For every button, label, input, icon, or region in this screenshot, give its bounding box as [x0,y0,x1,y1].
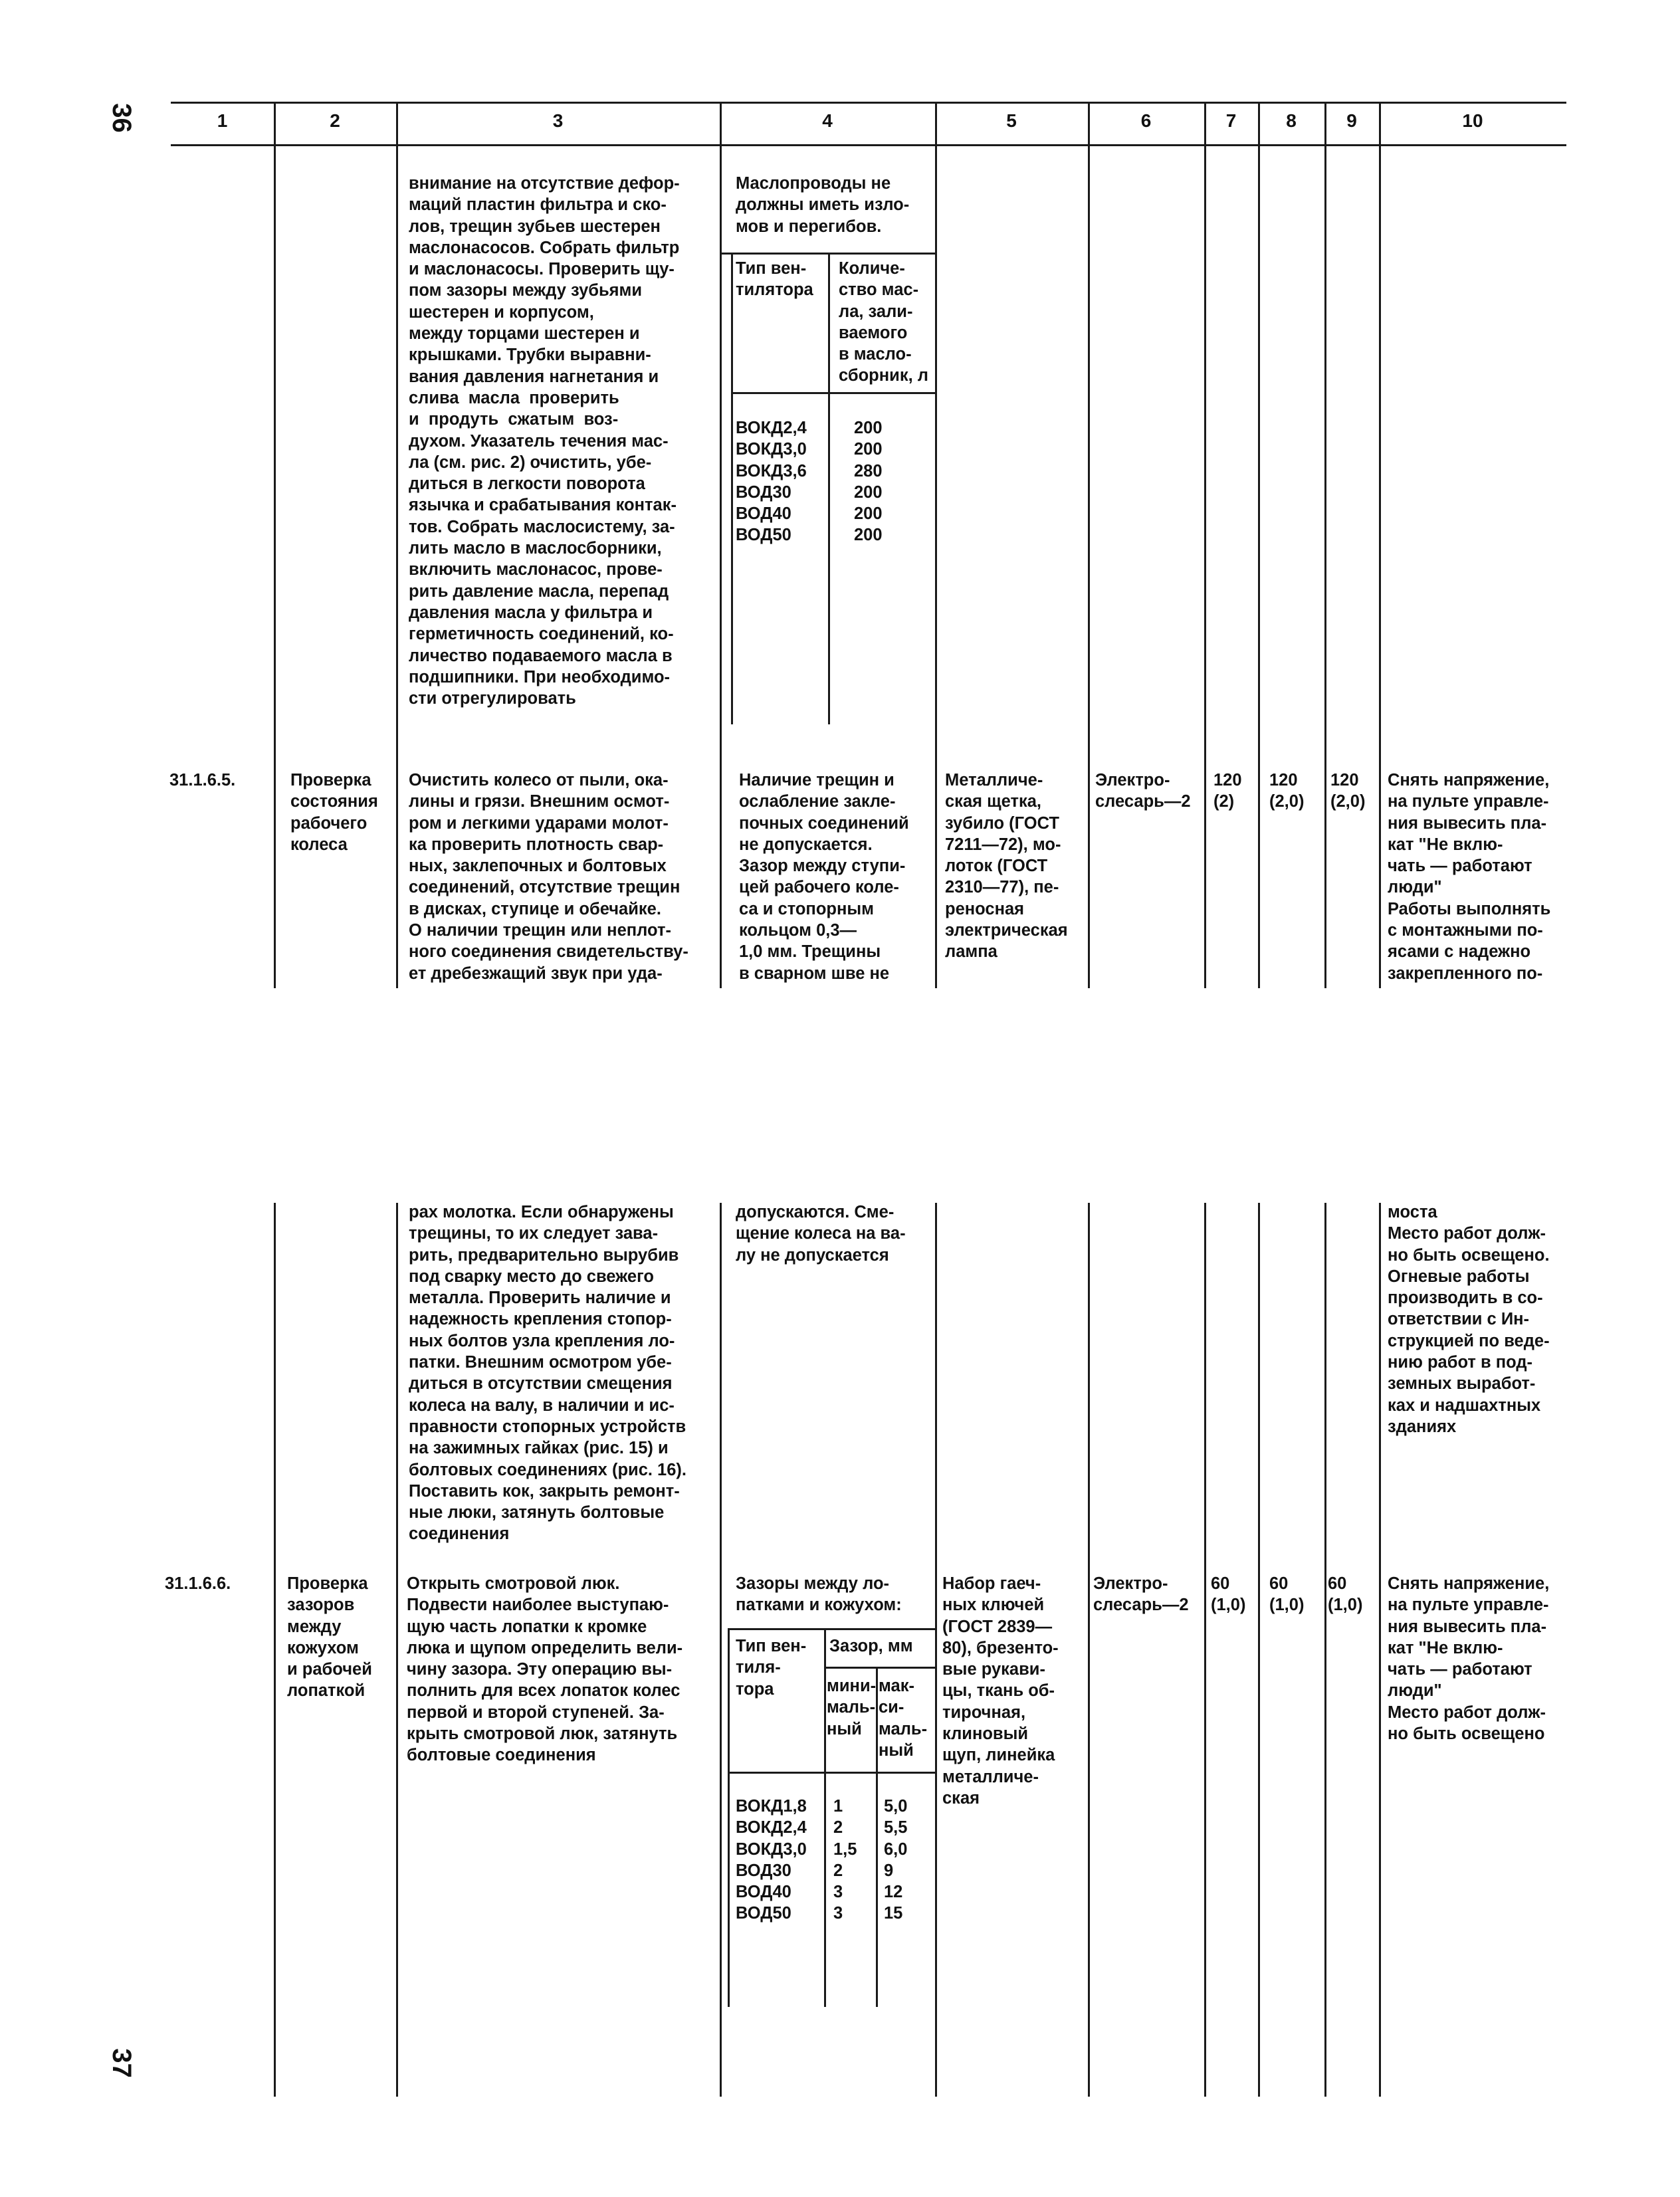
header-col-3: 3 [552,110,564,131]
header-col-6: 6 [1140,110,1152,131]
row-number: 31.1.6.5. [169,771,236,789]
norm-col-8: 120 (2,0) [1269,771,1305,811]
norm-col-8: 60 (1,0) [1269,1574,1305,1615]
header-col-10: 10 [1462,110,1483,131]
oil-table-header-type: Тип вен- тилятора [736,259,813,300]
procedure-text: Открыть смотровой люк. Подвести наиболее выступаю- щую часть лопатки к кромке люка и щупом определить вели- чину зазора. Эту операцию вы- полнить для всех лопаток колес первой и второй ступеней. За- крыть смотровой люк, затянуть болтовые соединения [407,1574,683,1765]
operation-name: Проверка зазоров между кожухом и рабочей лопаткой [287,1574,372,1701]
norm-col-9: 120 (2,0) [1330,771,1366,811]
oil-table-header-qty: Количе- ство мас- ла, зали- ваемого в масло- сборник, л [839,259,928,385]
header-col-8: 8 [1286,110,1297,131]
gap-table-header-min: мини- маль- ный [827,1677,877,1738]
safety-text-continued: моста Место работ долж- но быть освещено. Огневые работы производить в со- ответствии с Ин- струкцией по веде- нию работ в под- земных выработ- ках и надшахтных зданиях [1388,1203,1550,1436]
gap-table-header-gap: Зазор, мм [829,1637,913,1655]
header-col-7: 7 [1225,110,1237,131]
header-col-5: 5 [1006,110,1017,131]
gap-table-min-values: 1 2 1,5 2 3 3 [833,1797,857,1923]
tools-text: Металличе- ская щетка, зубило (ГОСТ 7211—72), мо- лоток (ГОСТ 2310—77), пе- реносная электрическая лампа [945,771,1068,962]
norm-col-7: 60 (1,0) [1211,1574,1246,1615]
gap-table-types: ВОКД1,8 ВОКД2,4 ВОКД3,0 ВОД30 ВОД40 ВОД50 [736,1797,807,1923]
continuation-procedure-text: внимание на отсутствие дефор- маций пластин фильтра и ско- лов, трещин зубьев шестерен маслонасосов. Собрать фильтр и маслонасосы. Проверить щу- пом зазоры между зубьями шестерен и корпусом, между торцами шестерен и крышками. Трубки выравни- вания давления нагнетания и слива масла проверить и продуть сжатым воз- духом. Указатель течения мас- ла (см. рис. 2) очистить, убе- диться в легкости поворота язычка и срабатывания контак- тов. Собрать маслосистему, за- лить масло в маслосборники, включить маслонасос, прове- рить давление масла, перепад давления масла у фильтра и герметичность соединений, ко- личество подаваемого масла в подшипники. При необходимо- сти отрегулировать [409,174,680,708]
requirements-text: Зазоры между ло- патками и кожухом: [736,1574,902,1615]
procedure-text: Очистить колесо от пыли, ока- лины и грязи. Внешним осмот- ром и легкими ударами молот- ка проверить плотность свар- ных, заклепочных и болтовых соединений, отсутствие трещин в дисках, ступице и обечайке. О наличии трещин или неплот- ного соединения свидетельству- ет дребезжащий звук при уда- [409,771,688,983]
tools-text: Набор гаеч- ных ключей (ГОСТ 2839— 80), брезенто- вые рукави- цы, ткань об- тирочная, клиновый щуп, линейка металличе- ская [942,1574,1059,1808]
requirements-text: Наличие трещин и ослабление закле- почных соединений не допускается. Зазор между ступи- цей рабочего коле- са и стопорным кольцом 0,3— 1,0 мм. Трещины в сварном шве не [739,771,909,983]
operation-name: Проверка состояния рабочего колеса [290,771,378,854]
performer-text: Электро- слесарь—2 [1093,1574,1189,1615]
performer-text: Электро- слесарь—2 [1095,771,1191,811]
norm-col-7: 120 (2) [1213,771,1242,811]
gap-table-header-max: мак- си- маль- ный [879,1677,928,1760]
header-col-1: 1 [217,110,228,131]
header-col-9: 9 [1346,110,1357,131]
safety-text: Снять напряжение, на пульте управле- ния вывесить пла- кат "Не вклю- чать — работают люди" Работы выполнять с монтажными по- ясами с надежно закрепленного по- [1388,771,1551,983]
procedure-text-continued: рах молотка. Если обнаружены трещины, то их следует зава- рить, предварительно вырубив под сварку место до свежего металла. Проверить наличие и надежность крепления стопор- ных болтов узла крепления ло- патки. Внешним осмотром убе- диться в отсутствии смещения колеса на валу, в наличии и ис- правности стопорных устройств на зажимных гайках (рис. 15) и болтовых соединениях (рис. 16). Поставить кок, закрыть ремонт- ные люки, затянуть болтовые соединения [409,1203,686,1544]
page-number-bottom: 37 [106,2048,136,2078]
page-number-top: 36 [106,103,136,133]
norm-col-9: 60 (1,0) [1328,1574,1363,1615]
header-col-2: 2 [330,110,340,131]
oil-table-quantities: 200 200 280 200 200 200 [854,419,883,545]
safety-text: Снять напряжение, на пульте управле- ния вывесить пла- кат "Не вклю- чать — работают люди" Место работ долж- но быть освещено [1388,1574,1550,1744]
oil-table-types: ВОКД2,4 ВОКД3,0 ВОКД3,6 ВОД30 ВОД40 ВОД50 [736,419,807,545]
requirements-text-continued: допускаются. Сме- щение колеса на ва- лу не допускается [736,1203,906,1265]
row-number: 31.1.6.6. [165,1574,231,1593]
header-col-4: 4 [822,110,833,131]
gap-table-header-type: Тип вен- тиля- тора [736,1637,807,1699]
gap-table-max-values: 5,0 5,5 6,0 9 12 15 [884,1797,908,1923]
continuation-requirements-text: Маслопроводы не должны иметь изло- мов и перегибов. [736,174,910,236]
